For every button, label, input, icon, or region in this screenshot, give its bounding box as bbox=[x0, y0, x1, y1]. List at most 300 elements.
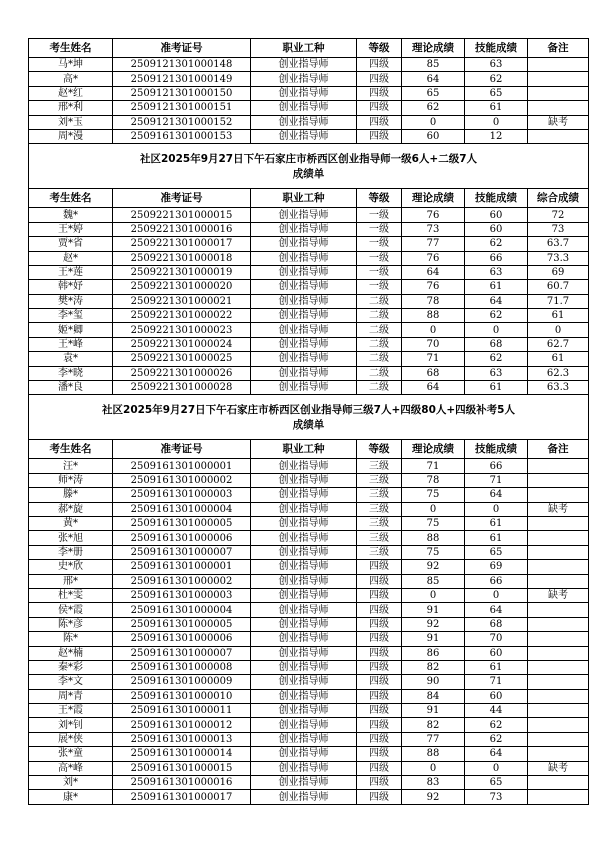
candidate-name: 陈* bbox=[29, 632, 113, 646]
table-row bbox=[29, 72, 589, 86]
table-row bbox=[29, 704, 589, 718]
skill-score: 62 bbox=[465, 352, 528, 366]
occupation: 创业指导师 bbox=[251, 473, 357, 487]
remark bbox=[528, 129, 589, 143]
theory-score: 77 bbox=[402, 732, 465, 746]
table-row bbox=[29, 381, 589, 395]
remark bbox=[528, 632, 589, 646]
remark bbox=[528, 675, 589, 689]
column-header: 备注 bbox=[528, 39, 589, 58]
exam-number: 2509161301000005 bbox=[113, 516, 251, 530]
theory-score: 88 bbox=[402, 309, 465, 323]
theory-score: 64 bbox=[402, 381, 465, 395]
skill-score: 64 bbox=[465, 747, 528, 761]
level: 三级 bbox=[357, 459, 402, 473]
occupation: 创业指导师 bbox=[251, 459, 357, 473]
overall-score: 61 bbox=[528, 309, 589, 323]
level: 一级 bbox=[357, 237, 402, 251]
level: 一级 bbox=[357, 222, 402, 236]
exam-number: 2509221301000018 bbox=[113, 251, 251, 265]
occupation: 创业指导师 bbox=[251, 72, 357, 86]
occupation: 创业指导师 bbox=[251, 237, 357, 251]
exam-number: 2509161301000002 bbox=[113, 473, 251, 487]
section-title-line2: 成绩单 bbox=[292, 168, 325, 181]
exam-number: 2509121301000150 bbox=[113, 86, 251, 100]
occupation: 创业指导师 bbox=[251, 718, 357, 732]
exam-number: 2509221301000024 bbox=[113, 337, 251, 351]
skill-score: 66 bbox=[465, 574, 528, 588]
exam-number: 2509161301000010 bbox=[113, 689, 251, 703]
column-header: 等级 bbox=[357, 39, 402, 58]
candidate-name: 王*霞 bbox=[29, 704, 113, 718]
remark bbox=[528, 473, 589, 487]
level: 三级 bbox=[357, 473, 402, 487]
exam-number: 2509221301000023 bbox=[113, 323, 251, 337]
level: 二级 bbox=[357, 323, 402, 337]
theory-score: 64 bbox=[402, 265, 465, 279]
theory-score: 73 bbox=[402, 222, 465, 236]
skill-score: 0 bbox=[465, 115, 528, 129]
occupation: 创业指导师 bbox=[251, 732, 357, 746]
table-row bbox=[29, 660, 589, 674]
skill-score: 0 bbox=[465, 323, 528, 337]
theory-score: 92 bbox=[402, 790, 465, 804]
candidate-name: 滕* bbox=[29, 488, 113, 502]
skill-score: 62 bbox=[465, 732, 528, 746]
table-row bbox=[29, 574, 589, 588]
skill-score: 61 bbox=[465, 531, 528, 545]
level: 二级 bbox=[357, 294, 402, 308]
candidate-name: 李*晓 bbox=[29, 366, 113, 380]
skill-score: 60 bbox=[465, 208, 528, 222]
exam-number: 2509161301000003 bbox=[113, 488, 251, 502]
table-row bbox=[29, 502, 589, 516]
section2-header-row bbox=[29, 189, 589, 208]
theory-score: 82 bbox=[402, 718, 465, 732]
candidate-name: 赵* bbox=[29, 251, 113, 265]
table-row bbox=[29, 208, 589, 222]
overall-score: 73 bbox=[528, 222, 589, 236]
theory-score: 76 bbox=[402, 208, 465, 222]
overall-score: 73.3 bbox=[528, 251, 589, 265]
table-row bbox=[29, 129, 589, 143]
table-row bbox=[29, 294, 589, 308]
skill-score: 63 bbox=[465, 265, 528, 279]
skill-score: 60 bbox=[465, 646, 528, 660]
exam-number: 2509161301000011 bbox=[113, 704, 251, 718]
skill-score: 61 bbox=[465, 381, 528, 395]
column-header: 等级 bbox=[357, 189, 402, 208]
level: 三级 bbox=[357, 502, 402, 516]
occupation: 创业指导师 bbox=[251, 309, 357, 323]
candidate-name: 张*童 bbox=[29, 747, 113, 761]
theory-score: 68 bbox=[402, 366, 465, 380]
exam-number: 2509221301000016 bbox=[113, 222, 251, 236]
skill-score: 66 bbox=[465, 251, 528, 265]
remark: 缺考 bbox=[528, 761, 589, 775]
exam-number: 2509121301000151 bbox=[113, 101, 251, 115]
candidate-name: 师*涛 bbox=[29, 473, 113, 487]
overall-score: 60.7 bbox=[528, 280, 589, 294]
exam-number: 2509121301000148 bbox=[113, 58, 251, 72]
level: 四级 bbox=[357, 660, 402, 674]
remark bbox=[528, 560, 589, 574]
occupation: 创业指导师 bbox=[251, 488, 357, 502]
remark bbox=[528, 488, 589, 502]
overall-score: 71.7 bbox=[528, 294, 589, 308]
table-row bbox=[29, 251, 589, 265]
occupation: 创业指导师 bbox=[251, 222, 357, 236]
remark bbox=[528, 545, 589, 559]
candidate-name: 周*青 bbox=[29, 689, 113, 703]
candidate-name: 高* bbox=[29, 72, 113, 86]
exam-number: 2509221301000021 bbox=[113, 294, 251, 308]
skill-score: 61 bbox=[465, 101, 528, 115]
skill-score: 0 bbox=[465, 502, 528, 516]
occupation: 创业指导师 bbox=[251, 545, 357, 559]
occupation: 创业指导师 bbox=[251, 790, 357, 804]
candidate-name: 郝*旋 bbox=[29, 502, 113, 516]
skill-score: 64 bbox=[465, 294, 528, 308]
table-row bbox=[29, 516, 589, 530]
skill-score: 12 bbox=[465, 129, 528, 143]
section-title-line1: 社区2025年9月27日下午石家庄市桥西区创业指导师一级6人+二级7人 bbox=[139, 153, 478, 166]
exam-number: 2509161301000004 bbox=[113, 603, 251, 617]
table-row bbox=[29, 488, 589, 502]
section3-title-row bbox=[29, 395, 589, 440]
level: 一级 bbox=[357, 280, 402, 294]
exam-number: 2509221301000017 bbox=[113, 237, 251, 251]
table-row bbox=[29, 718, 589, 732]
column-header: 考生姓名 bbox=[29, 189, 113, 208]
candidate-name: 陈*彦 bbox=[29, 617, 113, 631]
remark bbox=[528, 72, 589, 86]
level: 三级 bbox=[357, 516, 402, 530]
table-row bbox=[29, 473, 589, 487]
theory-score: 0 bbox=[402, 761, 465, 775]
exam-number: 2509221301000025 bbox=[113, 352, 251, 366]
skill-score: 62 bbox=[465, 72, 528, 86]
table-row bbox=[29, 545, 589, 559]
remark bbox=[528, 101, 589, 115]
level: 三级 bbox=[357, 488, 402, 502]
theory-score: 71 bbox=[402, 352, 465, 366]
exam-number: 2509161301000007 bbox=[113, 545, 251, 559]
level: 四级 bbox=[357, 603, 402, 617]
exam-number: 2509121301000152 bbox=[113, 115, 251, 129]
table-row bbox=[29, 280, 589, 294]
occupation: 创业指导师 bbox=[251, 588, 357, 602]
section3-header-row bbox=[29, 440, 589, 459]
skill-score: 66 bbox=[465, 459, 528, 473]
theory-score: 75 bbox=[402, 488, 465, 502]
section-title-line2: 成绩单 bbox=[292, 419, 325, 432]
remark: 缺考 bbox=[528, 502, 589, 516]
exam-number: 2509161301000016 bbox=[113, 776, 251, 790]
skill-score: 69 bbox=[465, 560, 528, 574]
column-header: 准考证号 bbox=[113, 440, 251, 459]
section-title bbox=[29, 144, 589, 189]
level: 四级 bbox=[357, 574, 402, 588]
skill-score: 61 bbox=[465, 280, 528, 294]
occupation: 创业指导师 bbox=[251, 516, 357, 530]
occupation: 创业指导师 bbox=[251, 352, 357, 366]
exam-number: 2509161301000009 bbox=[113, 675, 251, 689]
table-row bbox=[29, 237, 589, 251]
table-row bbox=[29, 747, 589, 761]
candidate-name: 王*莲 bbox=[29, 265, 113, 279]
remark bbox=[528, 603, 589, 617]
occupation: 创业指导师 bbox=[251, 381, 357, 395]
table-row bbox=[29, 265, 589, 279]
skill-score: 71 bbox=[465, 473, 528, 487]
column-header: 技能成绩 bbox=[465, 440, 528, 459]
table-row bbox=[29, 337, 589, 351]
occupation: 创业指导师 bbox=[251, 294, 357, 308]
theory-score: 0 bbox=[402, 502, 465, 516]
candidate-name: 袁* bbox=[29, 352, 113, 366]
table-row bbox=[29, 761, 589, 775]
skill-score: 0 bbox=[465, 761, 528, 775]
candidate-name: 赵*红 bbox=[29, 86, 113, 100]
exam-number: 2509161301000003 bbox=[113, 588, 251, 602]
occupation: 创业指导师 bbox=[251, 531, 357, 545]
skill-score: 60 bbox=[465, 689, 528, 703]
occupation: 创业指导师 bbox=[251, 323, 357, 337]
candidate-name: 李*文 bbox=[29, 675, 113, 689]
skill-score: 65 bbox=[465, 545, 528, 559]
table-row bbox=[29, 459, 589, 473]
table-row bbox=[29, 115, 589, 129]
level: 四级 bbox=[357, 732, 402, 746]
level: 四级 bbox=[357, 747, 402, 761]
occupation: 创业指导师 bbox=[251, 101, 357, 115]
theory-score: 75 bbox=[402, 516, 465, 530]
theory-score: 0 bbox=[402, 323, 465, 337]
candidate-name: 秦*彩 bbox=[29, 660, 113, 674]
skill-score: 62 bbox=[465, 309, 528, 323]
theory-score: 90 bbox=[402, 675, 465, 689]
table-row bbox=[29, 776, 589, 790]
occupation: 创业指导师 bbox=[251, 337, 357, 351]
table-row bbox=[29, 617, 589, 631]
overall-score: 61 bbox=[528, 352, 589, 366]
candidate-name: 黄* bbox=[29, 516, 113, 530]
skill-score: 64 bbox=[465, 603, 528, 617]
column-header: 考生姓名 bbox=[29, 39, 113, 58]
candidate-name: 李*册 bbox=[29, 545, 113, 559]
candidate-name: 马*坤 bbox=[29, 58, 113, 72]
section2-title-row bbox=[29, 144, 589, 189]
candidate-name: 康* bbox=[29, 790, 113, 804]
candidate-name: 侯*霞 bbox=[29, 603, 113, 617]
column-header: 理论成绩 bbox=[402, 189, 465, 208]
candidate-name: 邢*利 bbox=[29, 101, 113, 115]
theory-score: 0 bbox=[402, 115, 465, 129]
table-row bbox=[29, 603, 589, 617]
remark bbox=[528, 776, 589, 790]
candidate-name: 刘*钊 bbox=[29, 718, 113, 732]
theory-score: 70 bbox=[402, 337, 465, 351]
level: 二级 bbox=[357, 366, 402, 380]
column-header: 等级 bbox=[357, 440, 402, 459]
candidate-name: 周*漫 bbox=[29, 129, 113, 143]
level: 二级 bbox=[357, 309, 402, 323]
theory-score: 71 bbox=[402, 459, 465, 473]
theory-score: 91 bbox=[402, 632, 465, 646]
theory-score: 75 bbox=[402, 545, 465, 559]
exam-number: 2509221301000026 bbox=[113, 366, 251, 380]
candidate-name: 姬*卿 bbox=[29, 323, 113, 337]
remark bbox=[528, 617, 589, 631]
table-row bbox=[29, 101, 589, 115]
remark: 缺考 bbox=[528, 588, 589, 602]
candidate-name: 汪* bbox=[29, 459, 113, 473]
skill-score: 70 bbox=[465, 632, 528, 646]
exam-number: 2509221301000019 bbox=[113, 265, 251, 279]
occupation: 创业指导师 bbox=[251, 115, 357, 129]
remark bbox=[528, 86, 589, 100]
section-title bbox=[29, 395, 589, 440]
occupation: 创业指导师 bbox=[251, 689, 357, 703]
occupation: 创业指导师 bbox=[251, 251, 357, 265]
level: 二级 bbox=[357, 337, 402, 351]
exam-number: 2509161301000001 bbox=[113, 560, 251, 574]
level: 一级 bbox=[357, 208, 402, 222]
overall-score: 62.7 bbox=[528, 337, 589, 351]
table-row bbox=[29, 352, 589, 366]
exam-number: 2509161301000153 bbox=[113, 129, 251, 143]
table-row bbox=[29, 732, 589, 746]
exam-number: 2509161301000013 bbox=[113, 732, 251, 746]
occupation: 创业指导师 bbox=[251, 502, 357, 516]
occupation: 创业指导师 bbox=[251, 208, 357, 222]
theory-score: 0 bbox=[402, 588, 465, 602]
exam-number: 2509161301000012 bbox=[113, 718, 251, 732]
table-row bbox=[29, 675, 589, 689]
theory-score: 92 bbox=[402, 617, 465, 631]
occupation: 创业指导师 bbox=[251, 617, 357, 631]
overall-score: 63.3 bbox=[528, 381, 589, 395]
level: 四级 bbox=[357, 646, 402, 660]
remark bbox=[528, 516, 589, 530]
candidate-name: 潘*良 bbox=[29, 381, 113, 395]
table-row bbox=[29, 790, 589, 804]
score-table bbox=[28, 38, 589, 805]
exam-number: 2509161301000004 bbox=[113, 502, 251, 516]
overall-score: 69 bbox=[528, 265, 589, 279]
skill-score: 62 bbox=[465, 718, 528, 732]
column-header: 职业工种 bbox=[251, 39, 357, 58]
skill-score: 65 bbox=[465, 86, 528, 100]
candidate-name: 李*玺 bbox=[29, 309, 113, 323]
skill-score: 63 bbox=[465, 58, 528, 72]
skill-score: 64 bbox=[465, 488, 528, 502]
level: 四级 bbox=[357, 101, 402, 115]
table-row bbox=[29, 689, 589, 703]
theory-score: 62 bbox=[402, 101, 465, 115]
remark bbox=[528, 732, 589, 746]
candidate-name: 贾*省 bbox=[29, 237, 113, 251]
exam-number: 2509161301000015 bbox=[113, 761, 251, 775]
column-header: 理论成绩 bbox=[402, 440, 465, 459]
level: 四级 bbox=[357, 718, 402, 732]
remark bbox=[528, 790, 589, 804]
theory-score: 76 bbox=[402, 251, 465, 265]
skill-score: 65 bbox=[465, 776, 528, 790]
occupation: 创业指导师 bbox=[251, 58, 357, 72]
remark bbox=[528, 747, 589, 761]
theory-score: 60 bbox=[402, 129, 465, 143]
level: 四级 bbox=[357, 588, 402, 602]
theory-score: 82 bbox=[402, 660, 465, 674]
remark bbox=[528, 531, 589, 545]
occupation: 创业指导师 bbox=[251, 280, 357, 294]
level: 四级 bbox=[357, 704, 402, 718]
occupation: 创业指导师 bbox=[251, 366, 357, 380]
level: 三级 bbox=[357, 531, 402, 545]
theory-score: 92 bbox=[402, 560, 465, 574]
occupation: 创业指导师 bbox=[251, 603, 357, 617]
exam-number: 2509221301000015 bbox=[113, 208, 251, 222]
theory-score: 83 bbox=[402, 776, 465, 790]
overall-score: 62.3 bbox=[528, 366, 589, 380]
skill-score: 68 bbox=[465, 617, 528, 631]
exam-number: 2509161301000007 bbox=[113, 646, 251, 660]
column-header: 综合成绩 bbox=[528, 189, 589, 208]
theory-score: 78 bbox=[402, 473, 465, 487]
skill-score: 61 bbox=[465, 660, 528, 674]
skill-score: 63 bbox=[465, 366, 528, 380]
exam-number: 2509161301000006 bbox=[113, 632, 251, 646]
exam-number: 2509161301000014 bbox=[113, 747, 251, 761]
skill-score: 62 bbox=[465, 237, 528, 251]
level: 二级 bbox=[357, 381, 402, 395]
table-row bbox=[29, 366, 589, 380]
theory-score: 91 bbox=[402, 603, 465, 617]
occupation: 创业指导师 bbox=[251, 86, 357, 100]
table-row bbox=[29, 588, 589, 602]
candidate-name: 王*峰 bbox=[29, 337, 113, 351]
skill-score: 61 bbox=[465, 516, 528, 530]
level: 四级 bbox=[357, 58, 402, 72]
column-header: 职业工种 bbox=[251, 189, 357, 208]
remark: 缺考 bbox=[528, 115, 589, 129]
column-header: 考生姓名 bbox=[29, 440, 113, 459]
table-row bbox=[29, 560, 589, 574]
candidate-name: 杜*雯 bbox=[29, 588, 113, 602]
candidate-name: 高*峰 bbox=[29, 761, 113, 775]
candidate-name: 王*婷 bbox=[29, 222, 113, 236]
level: 四级 bbox=[357, 129, 402, 143]
theory-score: 78 bbox=[402, 294, 465, 308]
theory-score: 85 bbox=[402, 58, 465, 72]
theory-score: 85 bbox=[402, 574, 465, 588]
exam-number: 2509161301000008 bbox=[113, 660, 251, 674]
occupation: 创业指导师 bbox=[251, 776, 357, 790]
level: 四级 bbox=[357, 776, 402, 790]
overall-score: 63.7 bbox=[528, 237, 589, 251]
exam-number: 2509161301000002 bbox=[113, 574, 251, 588]
candidate-name: 赵*楠 bbox=[29, 646, 113, 660]
table-row bbox=[29, 531, 589, 545]
occupation: 创业指导师 bbox=[251, 560, 357, 574]
remark bbox=[528, 718, 589, 732]
table-row bbox=[29, 323, 589, 337]
theory-score: 86 bbox=[402, 646, 465, 660]
remark bbox=[528, 660, 589, 674]
column-header: 准考证号 bbox=[113, 39, 251, 58]
